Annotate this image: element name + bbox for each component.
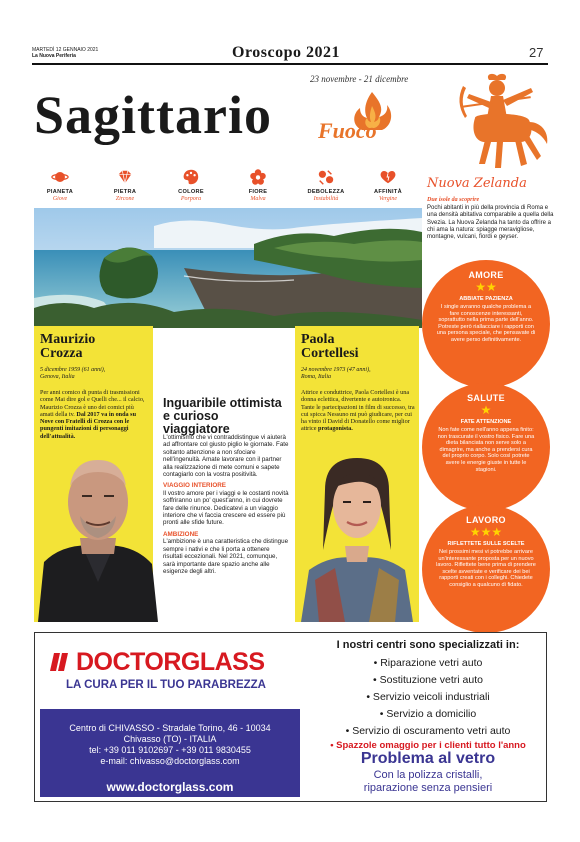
profile-name [301,333,416,361]
centaur-archer-icon [445,72,555,177]
ad-service-item: • Servizio veicoli industriali [366,691,490,703]
ad-promo: • Spazzole omaggio per i clienti tutto l'anno [330,740,526,751]
profile-birth [40,367,148,381]
cortellesi-portrait [295,450,419,622]
profile-body [301,389,416,433]
ad-service-item: • Servizio a domicilio [379,708,477,720]
attribute-label: FIORE [248,189,268,195]
article-heading-ambition: AMBIZIONE [163,530,199,538]
forecast-subtitle: RIFLETTETE SULLE SCELTE [447,541,525,547]
ad-address-line1: Centro di CHIVASSO - Stradale Torino, 46 - 10034 [69,723,271,733]
attribute-value: Porpora [180,196,202,202]
profile-last-name: Cortellesi [301,346,359,361]
profile-birthplace: Roma, Italia [301,374,331,380]
section-title: Oroscopo 2021 [232,44,340,61]
profile-body-bold: Dal 2017 va in onda su Nove con Fratelli di Crozza con le pungenti imitazioni di personaggi dell'attualità. [40,410,137,440]
doctorglass-logo-mark-icon [50,651,74,673]
profile-crozza [40,333,148,440]
ad-sub-line2: riparazione senza pensieri [363,782,493,794]
forecast-body: I single avranno qualche problema a fare conoscenze interessanti, soprattutto nella prima parte dell'anno. Potreste però riallacciare i rapporti con una persona speciale, che pensavate di avere perso definitivamente. [436,304,536,343]
forecast-health [422,383,550,511]
profile-first-name: Maurizio [40,332,96,347]
article-body [163,434,289,575]
flower-icon [249,168,267,186]
ad-sub-line1: Con la polizza cristalli, [373,769,483,781]
forecast-title: LAVORO [466,515,506,525]
ad-headline: Problema al vetro [360,750,496,767]
forecast-title: AMORE [468,270,504,280]
article-intro: L'ottimismo che vi contraddistingue vi aiuterà ad affrontare col giusto piglio le giornate. Fate soltanto attenzione a non sfociare nell'ingenuità. Amate lavorare con il partner alla realizzazione di mete comuni e sapete contagiarlo con la vostra positività. [163,434,289,479]
issue-date: MARTEDÌ 12 GENNAIO 2021 [32,47,99,53]
destination-subtitle: Due isole da scoprire [427,197,480,203]
attribute-weakness [301,168,351,202]
attribute-planet [35,168,85,202]
attribute-value: Zircone [115,196,135,202]
ad-subheadline [312,769,544,795]
attribute-color [166,168,216,202]
attribute-label: DEBOLEZZA [307,189,345,195]
forecast-work [422,505,550,633]
star-rating-icon: ★ [480,403,492,417]
attribute-value: Malva [250,196,266,202]
crozza-portrait [34,442,162,622]
new-zealand-landscape-photo [34,208,422,328]
sign-title: Sagittario [34,85,272,145]
profile-name [40,333,148,361]
forecast-subtitle: FATE ATTENZIONE [460,419,512,425]
header-date [32,47,98,59]
attribute-label: PIETRA [113,189,137,195]
ad-services-list [312,655,544,752]
profile-last-name: Crozza [40,346,83,361]
attribute-stone [100,168,150,202]
ad-service-item: • Sostituzione vetri auto [373,674,483,686]
profile-first-name: Paola [301,332,335,347]
sign-dates: 23 novembre - 21 dicembre [310,74,409,84]
profile-birthdate: 5 dicembre 1959 (61 anni), [40,367,106,373]
element-label: Fuoco [318,118,377,143]
star-rating-icon: ★★ [475,280,497,294]
page-number: 27 [529,45,544,60]
profile-body-text: Per anni comico di punta di trasmissioni come Mai dire gol e Quelli che... il calcio, Maurizio Crozza è uno dei comici più amati della tv. [40,389,145,418]
profile-cortellesi [301,333,416,433]
attribute-value: Vergine [378,196,398,202]
article-paragraph: Il vostro amore per i viaggi e le costanti novità soffriranno un po' quest'anno, in cui dovrete fare delle rinunce. Dedicatevi a un viaggio interiore che vi faccia crescere ed essere più pronti alle sfide future. [163,489,289,527]
ad-phone[interactable]: tel: +39 011 9102697 - +39 011 9830455 [89,745,251,755]
newspaper-name: La Nuova Periferia [32,53,76,59]
ad-service-item: • Riparazione vetri auto [373,657,483,669]
article-title: Inguaribile ottimista e curioso viaggiatore [163,396,282,436]
ad-services-title: I nostri centri sono specializzati in: [336,639,520,651]
header-rule [32,63,548,65]
attribute-flower [233,168,283,202]
article-paragraph: L'ambizione è una caratteristica che distingue sempre i nativi e che li porta a ottenere risultati eccezionali. Nel 2021, comunque, sarà importante dare spazio anche alle esigenze degli altri. [163,538,289,575]
profile-body-bold: protagonista. [318,425,353,433]
attribute-label: COLORE [178,189,204,195]
article-heading-inner-journey: VIAGGIO INTERIORE [163,482,226,490]
profile-birthdate: 24 novembre 1973 (47 anni), [301,367,371,373]
profile-birthplace: Genova, Italia [40,374,75,380]
forecast-subtitle: ABBIATE PAZIENZA [459,296,513,302]
forecast-love [422,260,550,388]
profile-body-text: Attrice e conduttrice, Paola Cortellesi è una donna eclettica, divertente e autoironica. Tante le partecipazioni in film di successo, tra cui spicca Nessuno mi può giudicare, per cui ha vinto il David di Donatello come miglior attrice [301,389,415,433]
planet-icon [51,168,69,186]
ad-address [44,723,296,767]
ad-tagline: LA CURA PER IL TUO PARABREZZA [66,679,266,691]
heart-icon [379,168,397,186]
forecast-body: Non fate come nell'anno appena finito: non trascurate il vostro fisico. Fare una dieta bilanciata non serve solo a dimagrire, ma anche a prendersi cura del proprio corpo. Solo così potrete avere le energie giuste in tutte le stagioni. [437,427,535,473]
attribute-label: PIANETA [46,189,74,195]
destination-body: Pochi abitanti in più della provincia di Roma e una densità abitativa comparabile a quella della Svezia. La Nuova Zelanda ha tanto da offrire a chi ama la natura: spiagge meravigliose, montagne, vulcani, fiordi e geyser. [427,205,554,241]
gem-icon [116,168,134,186]
attribute-label: AFFINITÀ [374,189,402,195]
star-rating-icon: ★★★ [469,525,503,539]
profile-birth [301,367,416,381]
ad-email[interactable]: e-mail: chivasso@doctorglass.com [100,756,240,766]
ad-website-link[interactable]: www.doctorglass.com [106,780,234,794]
attribute-value: Giove [52,196,68,202]
forecast-body: Nei prossimi mesi vi potrebbe arrivare un'interessante proposta per un nuovo lavoro. Riflettete bene prima di prendere scelte avventate e verificare dei bei rapporti creati con i colleghi. Chiedete consiglio a qualcuno di fidato. [436,549,536,588]
weakness-icon [317,168,335,186]
forecast-title: SALUTE [467,393,505,403]
attribute-value: Instabilità [313,196,339,202]
palette-icon [182,168,200,186]
attribute-affinity [363,168,413,202]
ad-service-item: • Servizio di oscuramento vetri auto [345,725,511,737]
profile-body [40,389,148,440]
ad-brand: DOCTORGLASS [76,648,265,676]
destination-title: Nuova Zelanda [427,176,527,191]
ad-address-line2: Chivasso (TO) - ITALIA [123,734,217,744]
